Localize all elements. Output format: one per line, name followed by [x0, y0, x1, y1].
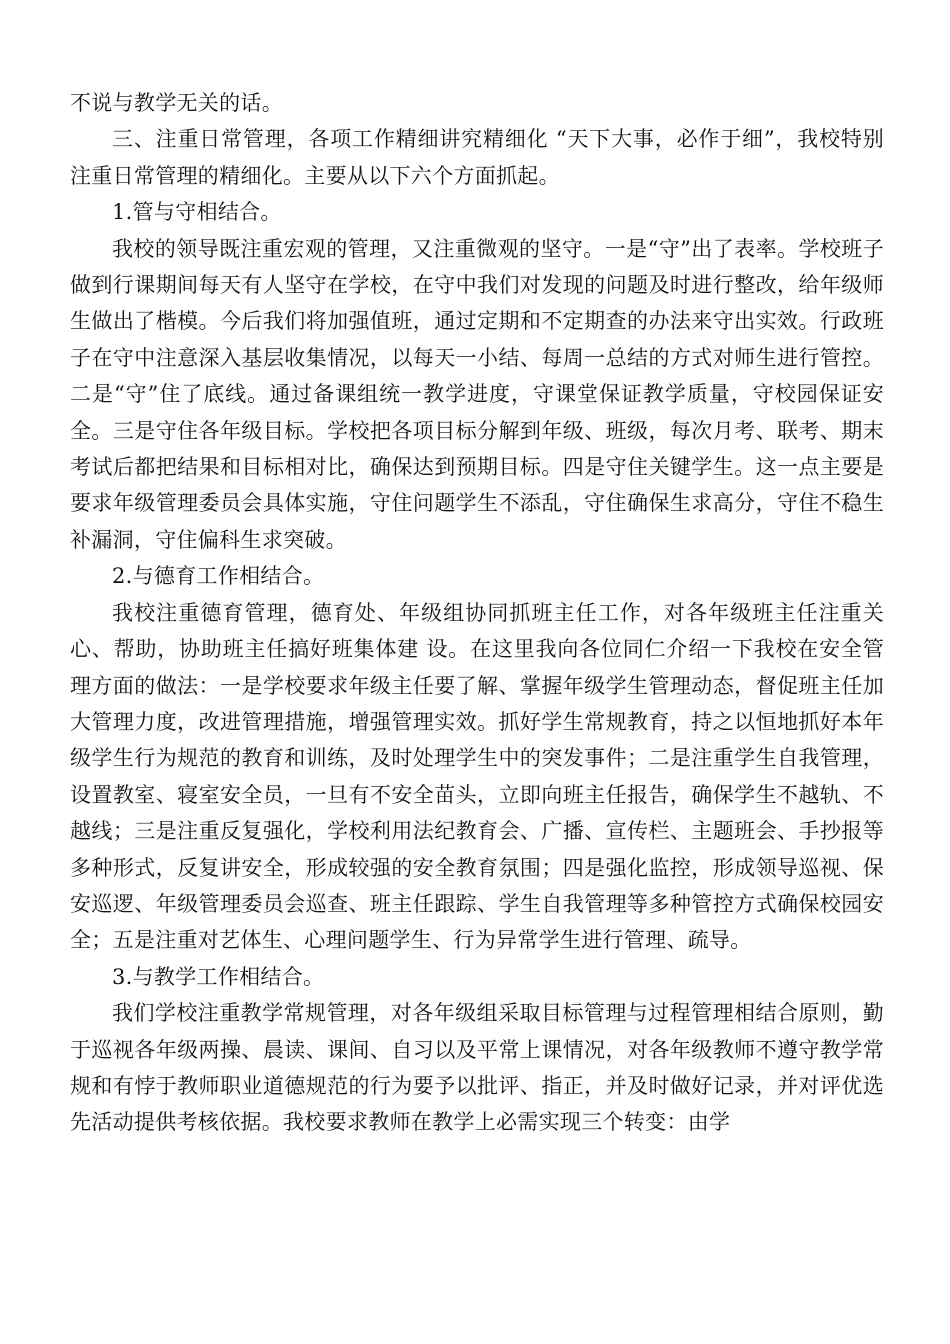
paragraph-manage-and-guard: 我校的领导既注重宏观的管理，又注重微观的坚守。一是“守”出了表率。学校班子做到行课期间每天有人坚守在学校，在守中我们对发现的问题及时进行整改，给年级师生做出了楷模。今后我们将加强值班，通过定期和不定期查的办法来守出实效。行政班子在守中注意深入基层收集情况，以每天一小结、每周一总结的方式对师生进行管控。二是“守”住了底线。通过备课组统一教学进度，守课堂保证教学质量，守校园保证安全。三是守住各年级目标。学校把各项目标分解到年级、班级，每次月考、联考、期末考试后都把结果和目标相对比，确保达到预期目标。四是守住关键学生。这一点主要是要求年级管理委员会具体实施，守住问题学生不添乱，守住确保生求高分，守住不稳生补漏洞，守住偏科生求突破。 — [70, 236, 884, 552]
document-body — [70, 85, 884, 1141]
subheading-moral-education: 2.与德育工作相结合。 — [112, 564, 325, 589]
subheading-manage-and-guard: 1.管与守相结合。 — [112, 200, 282, 225]
paragraph-moral-education: 我校注重德育管理，德育处、年级组协同抓班主任工作，对各年级班主任注重关心、帮助，协助班主任搞好班集体建 设。在这里我向各位同仁介绍一下我校在安全管理方面的做法：一是学校要求年级主任要了解、掌握年级学生管理动态，督促班主任加大管理力度，改进管理措施，增强管理实效。抓好学生常规教育，持之以恒地抓好本年级学生行为规范的教育和训练，及时处理学生中的突发事件；二是注重学生自我管理，设置教室、寝室安全员，一旦有不安全苗头，立即向班主任报告，确保学生不越轨、不越线；三是注重反复强化，学校利用法纪教育会、广播、宣传栏、主题班会、手抄报等多种形式，反复讲安全，形成较强的安全教育氛围；四是强化监控，形成领导巡视、保安巡逻、年级管理委员会巡查、班主任跟踪、学生自我管理等多种管控方式确保校园安全；五是注重对艺体生、心理问题学生、行为异常学生进行管理、疏导。 — [70, 600, 884, 953]
section-heading-daily-management: 三、注重日常管理，各项工作精细讲究精细化 “天下大事，必作于细”，我校特别注重日常管理的精细化。主要从以下六个方面抓起。 — [70, 127, 884, 188]
subheading-teaching-work: 3.与教学工作相结合。 — [112, 964, 325, 989]
paragraph-continuation: 不说与教学无关的话。 — [70, 91, 283, 115]
paragraph-teaching-work: 我们学校注重教学常规管理，对各年级组采取目标管理与过程管理相结合原则，勤于巡视各年级两操、晨读、课间、自习以及平常上课情况，对各年级教师不遵守教学常规和有悖于教师职业道德规范的行为要予以批评、指正，并及时做好记录，并对评优选先活动提供考核依据。我校要求教师在教学上必需实现三个转变：由学 — [70, 1001, 884, 1135]
